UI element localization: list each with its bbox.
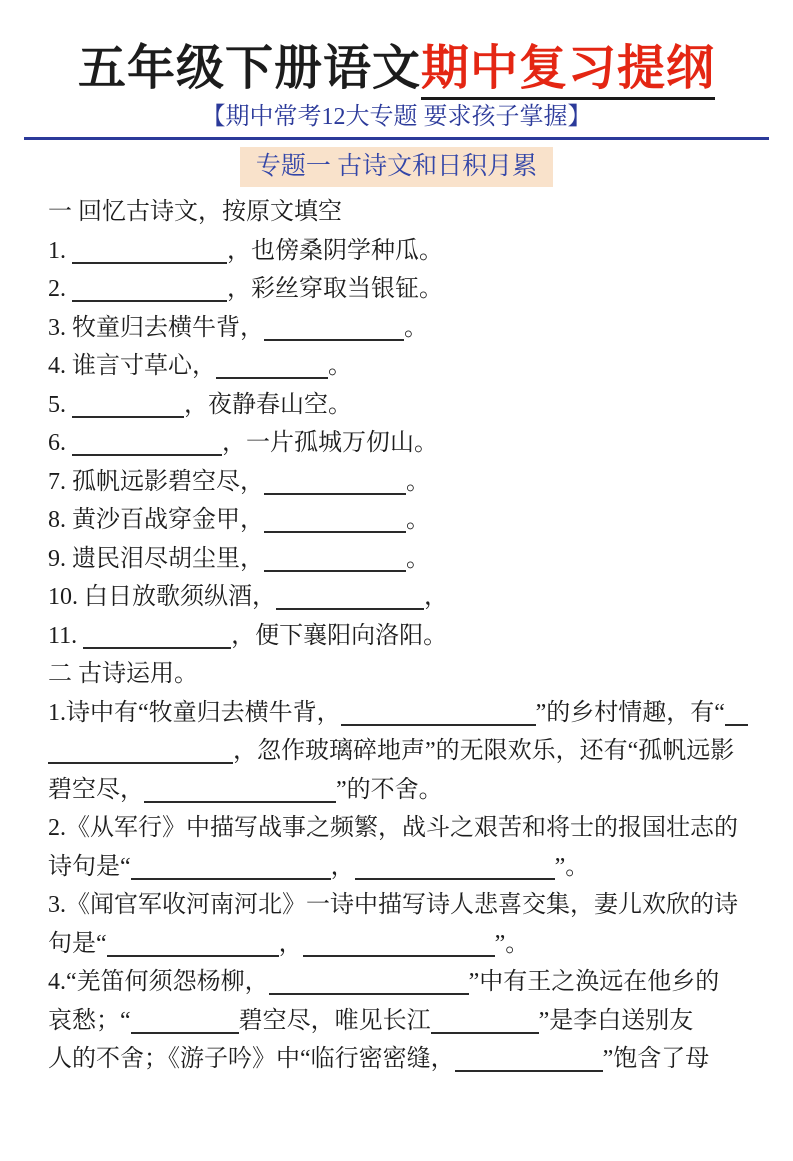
fill-blank — [264, 481, 406, 495]
worksheet-line — [48, 1002, 748, 1041]
line-text: 碧空尽，唯见长江 — [238, 1007, 431, 1034]
line-text: 。 — [406, 507, 430, 533]
worksheet-line — [48, 424, 748, 463]
line-text: ，夜静春山空。 — [184, 391, 352, 418]
fill-blank — [107, 943, 279, 957]
fill-blank — [131, 866, 331, 880]
worksheet-line — [48, 463, 748, 502]
page-subtitle: 【期中常考12大专题 要求孩子掌握】 — [201, 104, 592, 130]
worksheet-line — [48, 232, 748, 271]
worksheet-line — [48, 309, 748, 348]
line-text: ， — [424, 584, 448, 610]
section-header-row — [0, 147, 793, 187]
line-text: 5. — [48, 391, 72, 418]
line-text: ”饱含了母 — [602, 1046, 710, 1072]
line-text: ，便下襄阳向洛阳。 — [231, 622, 448, 649]
worksheet-page — [0, 40, 793, 1161]
line-text: 3.《闻官军收河南河北》一诗中描写诗人悲喜交集，妻儿欢欣的诗 — [48, 892, 738, 918]
divider-rule — [24, 137, 769, 140]
fill-blank — [72, 404, 184, 418]
fill-blank — [144, 789, 336, 803]
line-text: ， — [330, 853, 355, 880]
fill-blank — [72, 288, 227, 302]
line-text: ，忽作玻璃碎地声”的无限欢乐，还有“孤帆远影 — [233, 738, 735, 764]
line-text: 11. — [48, 622, 84, 649]
fill-blank — [131, 1020, 239, 1034]
fill-blank — [303, 943, 495, 957]
fill-blank — [725, 712, 748, 726]
fill-blank — [431, 1020, 539, 1034]
line-text: 。 — [406, 468, 430, 495]
line-text: 4.“羌笛何须怨杨柳， — [48, 969, 269, 995]
worksheet-line — [48, 386, 748, 425]
fill-blank — [48, 750, 233, 764]
line-text: 2.《从军行》中描写战事之频繁，战斗之艰苦和将士的报国壮志的 — [48, 815, 738, 841]
page-title-black-part: 五年级下册语文 — [77, 42, 421, 95]
line-text: 句是“ — [48, 930, 107, 957]
line-text: 10. 白日放歌须纵酒， — [48, 584, 276, 610]
line-text: 。 — [406, 545, 430, 572]
line-text: ”中有王之涣远在他乡的 — [468, 969, 720, 995]
line-text: 4. 谁言寸草心， — [48, 353, 216, 379]
line-text: ”是李白送别友 — [538, 1007, 694, 1034]
fill-blank — [264, 327, 404, 341]
worksheet-line — [48, 501, 748, 540]
line-text: 1.诗中有“牧童归去横牛背， — [48, 699, 341, 726]
line-text: 2. — [48, 276, 72, 302]
line-text: 1. — [48, 237, 72, 264]
section-header: 专题一 古诗文和日积月累 — [240, 147, 553, 187]
line-text: 3. 牧童归去横牛背， — [48, 314, 264, 341]
line-text: 9. 遗民泪尽胡尘里， — [48, 545, 264, 572]
worksheet-line — [48, 886, 748, 925]
worksheet-line — [48, 655, 748, 694]
fill-blank — [72, 442, 222, 456]
worksheet-line — [48, 771, 748, 810]
fill-blank — [269, 981, 469, 995]
fill-blank — [355, 866, 555, 880]
worksheet-line — [48, 925, 748, 964]
line-text: 。 — [404, 314, 428, 341]
line-text: 一 回忆古诗文，按原文填空 — [48, 199, 342, 225]
fill-blank — [455, 1058, 603, 1072]
worksheet-line — [48, 270, 748, 309]
fill-blank — [72, 250, 227, 264]
fill-blank — [83, 635, 231, 649]
worksheet-line — [48, 540, 748, 579]
worksheet-line — [48, 732, 748, 771]
line-text: ”。 — [554, 853, 590, 880]
line-text: 8. 黄沙百战穿金甲， — [48, 507, 264, 533]
line-text: ，一片孤城万仞山。 — [222, 430, 438, 456]
worksheet-line — [48, 347, 748, 386]
fill-blank — [341, 712, 536, 726]
fill-blank — [264, 519, 406, 533]
fill-blank — [264, 558, 406, 572]
line-text: ”的乡村情趣，有“ — [535, 699, 725, 726]
worksheet-line — [48, 848, 748, 887]
line-text: ，也傍桑阴学种瓜。 — [227, 237, 443, 264]
line-text: 二 古诗运用。 — [48, 661, 198, 687]
line-text: 碧空尽， — [48, 776, 144, 803]
line-text: ，彩丝穿取当银钲。 — [227, 276, 443, 302]
line-text: 。 — [328, 353, 352, 379]
fill-blank — [216, 365, 328, 379]
line-text: 人的不舍；《游子吟》中“临行密密缝， — [48, 1046, 455, 1072]
line-text: 哀愁；“ — [48, 1007, 131, 1034]
line-text: 6. — [48, 430, 72, 456]
worksheet-line — [48, 694, 748, 733]
page-title — [0, 40, 793, 98]
line-text: ”。 — [494, 930, 530, 957]
worksheet-line — [48, 617, 748, 656]
worksheet-content — [48, 193, 748, 1079]
worksheet-line — [48, 1040, 748, 1079]
worksheet-line — [48, 578, 748, 617]
page-title-red-part: 期中复习提纲 — [421, 42, 715, 100]
line-text: ”的不舍。 — [336, 776, 443, 803]
line-text: 诗句是“ — [48, 853, 131, 880]
worksheet-line — [48, 963, 748, 1002]
worksheet-line — [48, 809, 748, 848]
fill-blank — [276, 596, 424, 610]
line-text: 7. 孤帆远影碧空尽， — [48, 468, 264, 495]
worksheet-line — [48, 193, 748, 232]
line-text: ， — [278, 930, 303, 957]
